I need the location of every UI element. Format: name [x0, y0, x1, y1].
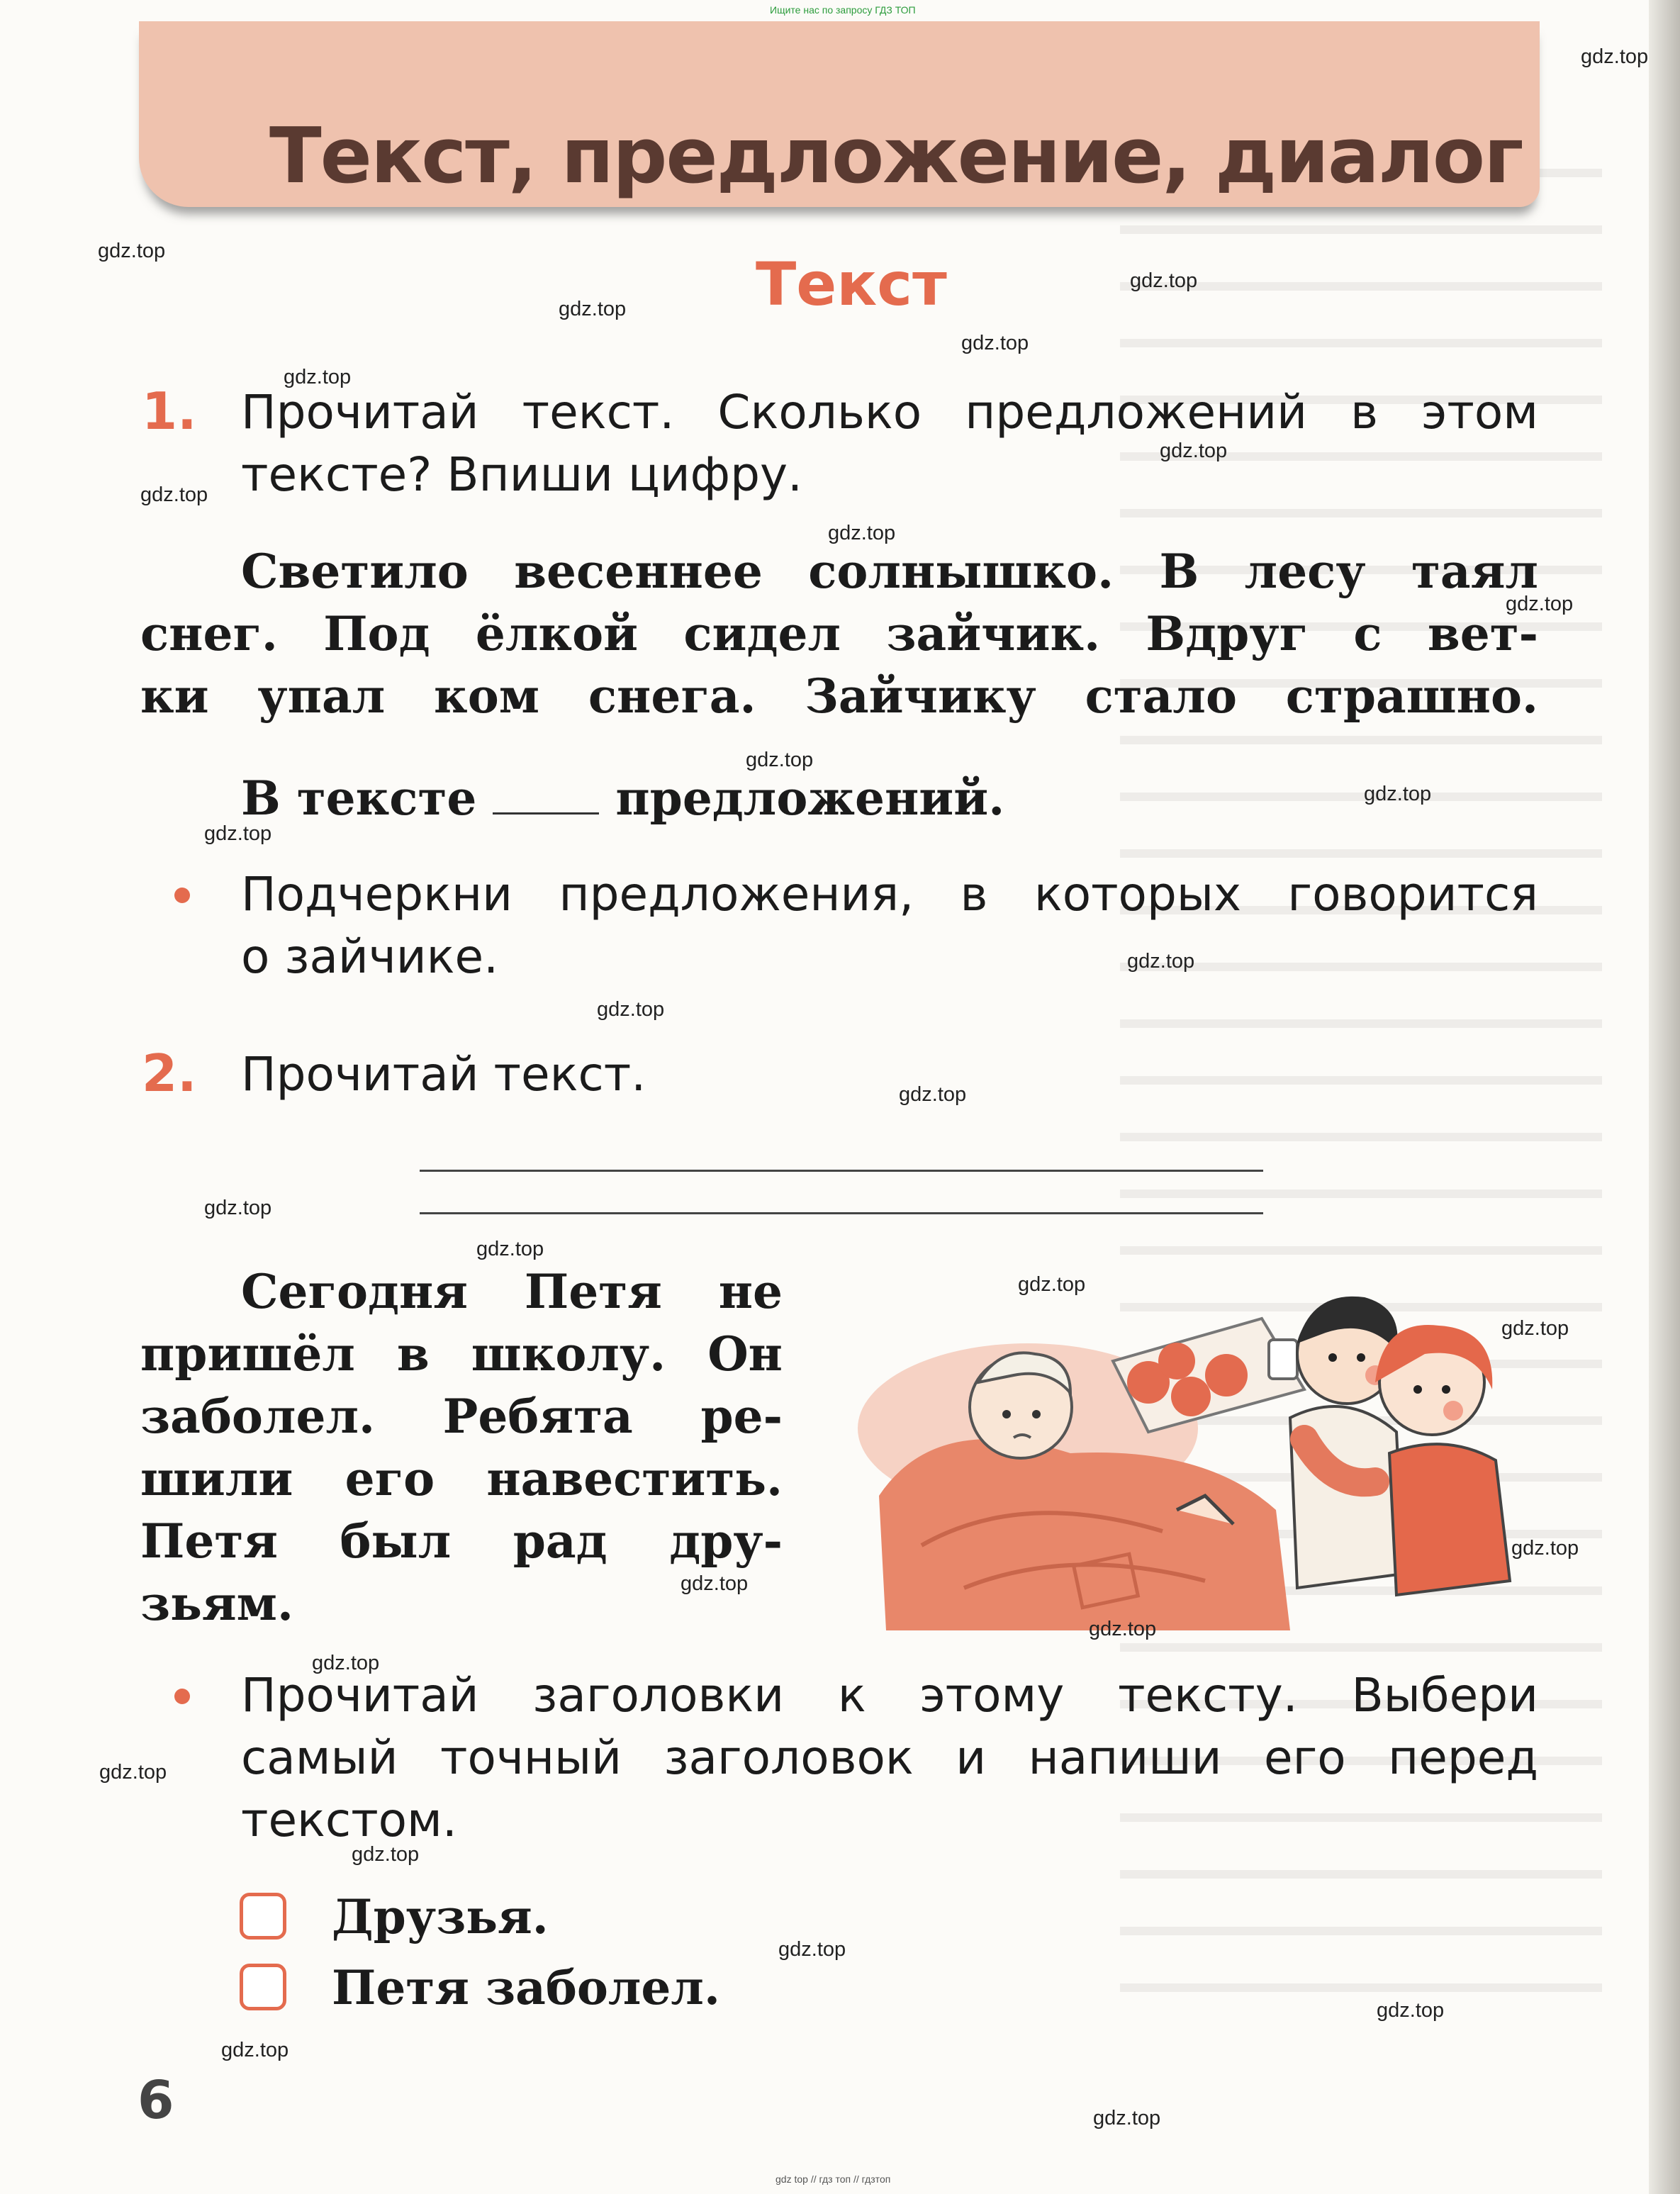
watermark: gdz.top	[1511, 1537, 1579, 1560]
watermark: gdz.top	[828, 522, 896, 544]
exercise-1-text-line-3: ки упал ком снега. Зайчику стало страшно.	[140, 668, 1538, 724]
option-label-2: Петя заболел.	[332, 1960, 720, 2015]
watermark: gdz.top	[352, 1843, 420, 1866]
option-checkbox-2[interactable]	[240, 1964, 286, 2010]
exercise-1-answer-sentence	[241, 767, 1004, 829]
exercise-2-text-line-4: шили его навестить.	[140, 1451, 783, 1506]
option-checkbox-1[interactable]	[240, 1893, 286, 1940]
option-label-1: Друзья.	[332, 1889, 549, 1944]
watermark: gdz.top	[899, 1083, 967, 1106]
exercise-2-task-line-2: самый точный заголовок и напиши его перед	[241, 1730, 1538, 1785]
exercise-2-text-line-2: пришёл в школу. Он	[140, 1326, 783, 1382]
watermark: gdz.top	[559, 298, 627, 320]
exercise-1-task-line-1: Подчеркни предложения, в которых говорится	[241, 867, 1538, 922]
page-number: 6	[138, 2070, 174, 2131]
answer-after: предложений.	[615, 771, 1005, 826]
footer-note: gdz top // гдз топ // гдзтоп	[775, 2173, 891, 2185]
exercise-2-text-line-3: заболел. Ребята ре-	[140, 1389, 783, 1444]
exercise-2-task-line-3: текстом.	[241, 1793, 457, 1847]
exercise-1-text-line-1: Светило весеннее солнышко. В лесу таял	[241, 544, 1538, 599]
exercise-2-text-line-1: Сегодня Петя не	[241, 1264, 783, 1319]
watermark: gdz.top	[1093, 2107, 1161, 2129]
watermark: gdz.top	[204, 1197, 272, 1219]
watermark: gdz.top	[681, 1572, 749, 1595]
watermark: gdz.top	[284, 366, 352, 388]
watermark: gdz.top	[99, 1761, 167, 1784]
exercise-1-instruction-line-1: Прочитай текст. Сколько предложений в этом	[241, 385, 1538, 440]
watermark: gdz.top	[140, 483, 208, 506]
exercise-2-number: 2.	[142, 1043, 197, 1103]
exercise-1-instruction-line-2: тексте? Впиши цифру.	[241, 447, 803, 502]
watermark: gdz.top	[221, 2039, 289, 2061]
title-write-line-2[interactable]	[420, 1212, 1263, 1214]
watermark: gdz.top	[476, 1238, 544, 1260]
exercise-1-number: 1.	[142, 381, 197, 441]
page-title: Текст, предложение, диалог	[269, 112, 1523, 201]
watermark: gdz.top	[1581, 45, 1649, 68]
watermark: gdz.top	[1364, 783, 1432, 805]
bullet-icon	[174, 888, 190, 903]
sick-boy-in-bed-with-friends-illustration	[836, 1276, 1517, 1630]
exercise-2-text-line-6: зьям.	[140, 1576, 293, 1631]
watermark: gdz.top	[597, 998, 665, 1021]
watermark: gdz.top	[778, 1938, 846, 1961]
watermark: gdz.top	[1506, 593, 1574, 615]
watermark: gdz.top	[98, 240, 166, 262]
page-spine	[1649, 0, 1680, 2194]
watermark: gdz.top	[1018, 1273, 1086, 1296]
watermark: gdz.top	[312, 1652, 380, 1674]
answer-blank-field[interactable]	[493, 777, 599, 815]
watermark: gdz.top	[746, 749, 814, 771]
watermark: gdz.top	[1127, 950, 1195, 973]
title-write-line[interactable]	[420, 1170, 1263, 1172]
exercise-2-task-line-1: Прочитай заголовки к этому тексту. Выбери	[241, 1668, 1538, 1723]
watermark: gdz.top	[1160, 440, 1228, 462]
watermark: gdz.top	[961, 332, 1029, 354]
watermark: gdz.top	[1130, 269, 1198, 292]
exercise-1-task-line-2: о зайчике.	[241, 929, 499, 984]
exercise-2-text-line-5: Петя был рад дру-	[140, 1513, 783, 1569]
section-title: Текст	[756, 250, 947, 319]
watermark: gdz.top	[1501, 1317, 1569, 1340]
exercise-1-text-line-2: снег. Под ёлкой сидел зайчик. Вдруг с вет-	[140, 606, 1538, 661]
watermark: gdz.top	[1377, 1999, 1445, 2022]
bullet-icon	[174, 1689, 190, 1704]
watermark: gdz.top	[204, 822, 272, 845]
exercise-2-instruction: Прочитай текст.	[241, 1047, 646, 1102]
answer-before: В тексте	[241, 771, 477, 826]
watermark: gdz.top	[1089, 1618, 1157, 1640]
top-note: Ищите нас по запросу ГДЗ ТОП	[770, 4, 916, 16]
